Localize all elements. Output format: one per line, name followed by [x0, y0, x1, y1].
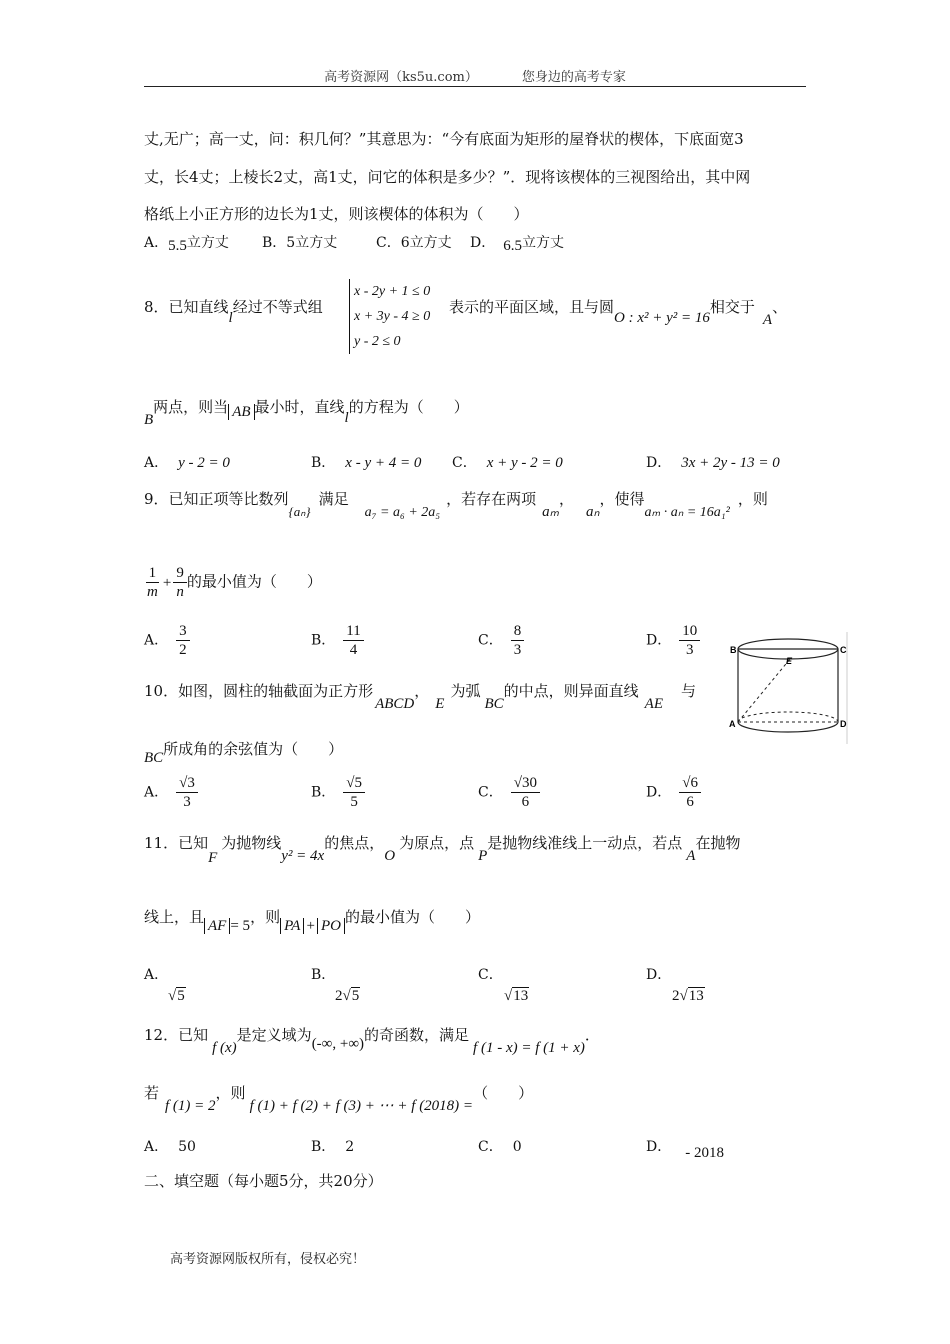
q11-text-7: 线上，且 [144, 908, 205, 926]
q8-opt-d-label: D． [646, 455, 672, 471]
q9-opt-a-frac: $\frac{3}{2}$ [176, 622, 190, 659]
q9-opt-d-frac: $\frac{10}{3}$ [679, 622, 700, 659]
q10-comma: ， [414, 682, 430, 700]
q12-opt-d-label: D． [646, 1139, 672, 1155]
fig-label-d: D [840, 719, 847, 729]
q8-opt-b-label: B． [311, 455, 336, 471]
q11-line1 [144, 832, 741, 866]
page-footer: 高考资源网版权所有，侵权必究！ [170, 1252, 366, 1267]
q8-line2 [144, 396, 469, 428]
cylinder-figure [728, 632, 848, 744]
q9-option-a [144, 622, 190, 659]
header-rule [144, 86, 806, 87]
q12-text-2: 是定义域为 [236, 1026, 312, 1044]
q12-option-a [144, 1136, 196, 1156]
q8-text-3: 表示的平面区域，且与圆 [449, 298, 615, 316]
q11-opt-b-val: 2√5 [335, 988, 360, 1004]
q11-option-c [478, 964, 529, 1005]
q7-opt-a-label: A． [144, 235, 169, 251]
q9-opt-a-label: A． [144, 632, 169, 649]
q10-opt-b-frac: $\frac{√5}{5}$ [343, 774, 365, 811]
q7-option-a [144, 232, 229, 252]
q9-an: aₙ [586, 504, 600, 520]
q7-opt-a-val: 5.5 [168, 238, 187, 254]
q12-option-c [478, 1136, 522, 1156]
q11-opt-a-label: A． [144, 967, 169, 983]
q12-text-6: ，则 [215, 1084, 246, 1102]
q8-opt-a-label: A． [144, 455, 169, 471]
q12-line1 [144, 1024, 600, 1056]
q11-text-6: 在抛物 [695, 834, 741, 852]
q11-text-5: 是抛物线准线上一动点，若点 [487, 834, 683, 852]
q11-pa-abs: PA [280, 918, 304, 934]
fig-label-b: B [730, 645, 737, 655]
q12-sum: f (1) + f (2) + f (3) + ⋯ + f (2018) = [249, 1098, 474, 1114]
q9-cond: a₇ = a₆ + 2a₅ [364, 505, 441, 520]
q8-option-d [646, 452, 780, 472]
q10-point-e: E [435, 696, 445, 712]
q12-opt-b-val: 2 [345, 1139, 355, 1155]
q11-point-f: F [208, 850, 218, 866]
q11-opt-a-val: √5 [168, 988, 185, 1004]
q12-fx: f (x) [212, 1040, 237, 1056]
q10-opt-c-frac: $\frac{√30}{6}$ [511, 774, 540, 811]
q12-text-5: 若 [144, 1084, 160, 1102]
q10-opt-a-label: A． [144, 784, 169, 801]
q10-opt-d-frac: $\frac{√6}{6}$ [679, 774, 701, 811]
q7-opt-d-val: 6.5 [503, 238, 522, 254]
q8-line1 [144, 296, 323, 326]
q8-option-a [144, 452, 230, 472]
q11-point-a: A [686, 848, 696, 864]
q7-line3: 格纸上小正方形的边长为1丈，则该楔体的体积为（ ） [144, 205, 529, 223]
q8-text-6: 两点，则当 [153, 398, 229, 416]
q7-opt-b-val: 5 [286, 235, 296, 251]
header-right: 您身边的高考专家 [521, 70, 626, 85]
q11-option-a [144, 964, 186, 1005]
q10-option-a [144, 774, 198, 811]
q10-option-d [646, 774, 701, 811]
q9-comma: ， [559, 490, 575, 508]
q8-opt-a-eq: y - 2 = 0 [178, 455, 230, 471]
q9-prod: aₘ · aₙ = 16a₁² [644, 505, 730, 520]
q11-text-4: 为原点，点 [399, 834, 475, 852]
section-2-title: 二、填空题（每小题5分，共20分） [144, 1172, 383, 1190]
q10-line1 [144, 680, 696, 712]
q8-var-l-2: l [344, 410, 349, 426]
q10-text-4: 与 [680, 682, 696, 700]
q9-option-c [478, 622, 524, 659]
q7-opt-c-val: 6 [400, 235, 410, 251]
q7-opt-d-unit: 立方丈 [521, 235, 564, 251]
q10-option-c [478, 774, 540, 811]
q11-parabola: y² = 4x [281, 848, 325, 864]
q9-opt-c-frac: $\frac{8}{3}$ [511, 622, 525, 659]
q12-opt-a-val: 50 [178, 1139, 196, 1155]
page-header [0, 66, 950, 85]
q10-line-bc: BC [144, 750, 164, 766]
q8-ab-abs: AB [228, 404, 254, 420]
q9-text-6: 的最小值为（ ） [186, 572, 322, 591]
q11-af-abs: AF [204, 918, 230, 934]
q12-f1: f (1) = 2 [165, 1098, 216, 1114]
q11-plus: + [306, 918, 315, 934]
q8-text-5: 、 [772, 298, 788, 316]
q12-option-d [646, 1136, 724, 1161]
cylinder-bottom-front [738, 722, 838, 732]
fig-label-a: A [729, 719, 736, 729]
q11-text-9: 的最小值为（ ） [344, 908, 480, 926]
q8-inequality-system [349, 279, 430, 354]
q9-am: aₘ [542, 504, 560, 520]
q9-opt-c-label: C． [478, 632, 503, 649]
q9-text-4: ，使得 [599, 490, 645, 508]
q8-text-4: 相交于 [709, 298, 755, 316]
q8-point-b: B [144, 412, 154, 428]
q9-opt-b-label: B． [311, 632, 336, 649]
q11-text-1: 11．已知 [144, 834, 209, 852]
q9-seq: {aₙ} [288, 504, 311, 519]
q10-opt-b-label: B． [311, 784, 336, 801]
q7-option-b [262, 232, 337, 252]
q12-text-7: （ ） [473, 1084, 534, 1102]
q9-opt-b-frac: $\frac{11}{4}$ [343, 622, 363, 659]
q8-opt-b-eq: x - y + 4 = 0 [345, 455, 422, 471]
q10-opt-c-label: C． [478, 784, 503, 801]
q12-opt-b-label: B． [311, 1139, 336, 1155]
q8-text-1: 8．已知直线 [144, 298, 229, 316]
q9-line2 [144, 564, 322, 601]
q10-option-b [311, 774, 365, 811]
q8-option-b [311, 452, 421, 472]
q8-point-a: A [762, 312, 773, 328]
q7-opt-b-unit: 立方丈 [295, 235, 338, 251]
q9-line1 [144, 488, 768, 520]
q9-option-d [646, 622, 700, 659]
q10-line-ae: AE [644, 696, 663, 712]
header-left: 高考资源网（ks5u.com） [324, 70, 478, 85]
q9-text-5: ，则 [737, 490, 768, 508]
q11-eq-5: = 5 [230, 918, 251, 934]
q8-text-7: 最小时，直线 [254, 398, 345, 416]
q11-text-2: 为抛物线 [221, 834, 282, 852]
q11-text-8: ，则 [250, 908, 281, 926]
q10-text-3: 的中点，则异面直线 [503, 682, 639, 700]
q10-opt-a-frac: $\frac{√3}{3}$ [176, 774, 198, 811]
q7-opt-c-label: C． [376, 235, 401, 251]
q8-opt-d-eq: 3x + 2y - 13 = 0 [681, 455, 780, 471]
q8-opt-c-label: C． [452, 455, 477, 471]
q11-opt-b-label: B． [311, 967, 336, 983]
q12-text-4: ． [584, 1026, 600, 1044]
q8-circle-eq: O : x² + y² = 16 [614, 310, 710, 326]
q12-opt-c-label: C． [478, 1139, 503, 1155]
q11-opt-d-val: 2√13 [672, 988, 704, 1004]
fig-label-e: E [786, 656, 793, 666]
q11-po-abs: PO [317, 918, 345, 934]
q11-line2 [144, 906, 480, 934]
q11-point-o: O [384, 848, 396, 864]
q9-opt-d-label: D． [646, 632, 672, 649]
q12-option-b [311, 1136, 354, 1156]
q11-option-d [646, 964, 705, 1005]
q7-opt-d-label: D． [470, 235, 496, 251]
q7-line1: 丈,无广；高一丈，问：积几何？”其意思为：“今有底面为矩形的屋脊状的楔体，下底面宽3 [144, 130, 744, 148]
q12-opt-d-val: - 2018 [685, 1145, 724, 1161]
q9-frac-2: $\frac{9}{n}$ [173, 564, 187, 601]
segment-ae [738, 659, 790, 722]
q10-arc-bc: BC [484, 696, 504, 712]
q10-text-1: 10．如图，圆柱的轴截面为正方形 [144, 682, 374, 700]
q10-text-2: 为弧 [450, 682, 481, 700]
q11-option-b [311, 964, 360, 1005]
q11-opt-c-label: C． [478, 967, 503, 983]
q11-point-p: P [478, 848, 488, 864]
q11-opt-c-val: √13 [504, 988, 529, 1004]
q10-line2 [144, 738, 344, 766]
q7-option-c [376, 232, 452, 252]
q12-text-3: 的奇函数，满足 [364, 1026, 470, 1044]
q9-plus: + [162, 574, 172, 591]
q7-opt-b-label: B． [262, 235, 287, 251]
q8-ineq-1: x - 2y + 1 ≤ 0 [354, 284, 431, 299]
q10-opt-d-label: D． [646, 784, 672, 801]
q7-option-d [470, 232, 564, 252]
q12-domain: (-∞, +∞) [311, 1036, 365, 1052]
q7-opt-a-unit: 立方丈 [186, 235, 229, 251]
q8-ineq-3: y - 2 ≤ 0 [354, 334, 401, 349]
q7-line2: 丈，长4丈；上棱长2丈，高1丈，问它的体积是多少？”．现将该楔体的三视图给出，其中网 [144, 168, 751, 186]
q12-opt-c-val: 0 [512, 1139, 522, 1155]
q11-opt-d-label: D． [646, 967, 672, 983]
q12-opt-a-label: A． [144, 1139, 169, 1155]
q8-var-l: l [228, 310, 233, 326]
q12-line2 [144, 1082, 534, 1114]
q9-text-3: ，若存在两项 [446, 490, 537, 508]
q10-text-5: 所成角的余弦值为（ ） [163, 740, 344, 758]
cylinder-bottom-back [738, 712, 838, 722]
q10-square: ABCD [375, 696, 415, 712]
q11-text-3: 的焦点， [324, 834, 385, 852]
q12-symmetry: f (1 - x) = f (1 + x) [473, 1040, 585, 1056]
q7-opt-c-unit: 立方丈 [409, 235, 452, 251]
q9-text-2: 满足 [318, 490, 349, 508]
q9-text-1: 9．已知正项等比数列 [144, 490, 289, 508]
q8-option-c [452, 452, 563, 472]
fig-label-c: C [840, 645, 847, 655]
q12-text-1: 12．已知 [144, 1026, 209, 1044]
q9-frac-1: $\frac{1}{m}$ [147, 565, 158, 600]
q8-ineq-2: x + 3y - 4 ≥ 0 [354, 309, 431, 324]
q8-text-2: 经过不等式组 [232, 298, 323, 316]
q8-opt-c-eq: x + y - 2 = 0 [486, 455, 563, 471]
q8-line1-right [449, 296, 788, 328]
q8-text-8: 的方程为（ ） [348, 398, 469, 416]
q9-option-b [311, 622, 364, 659]
